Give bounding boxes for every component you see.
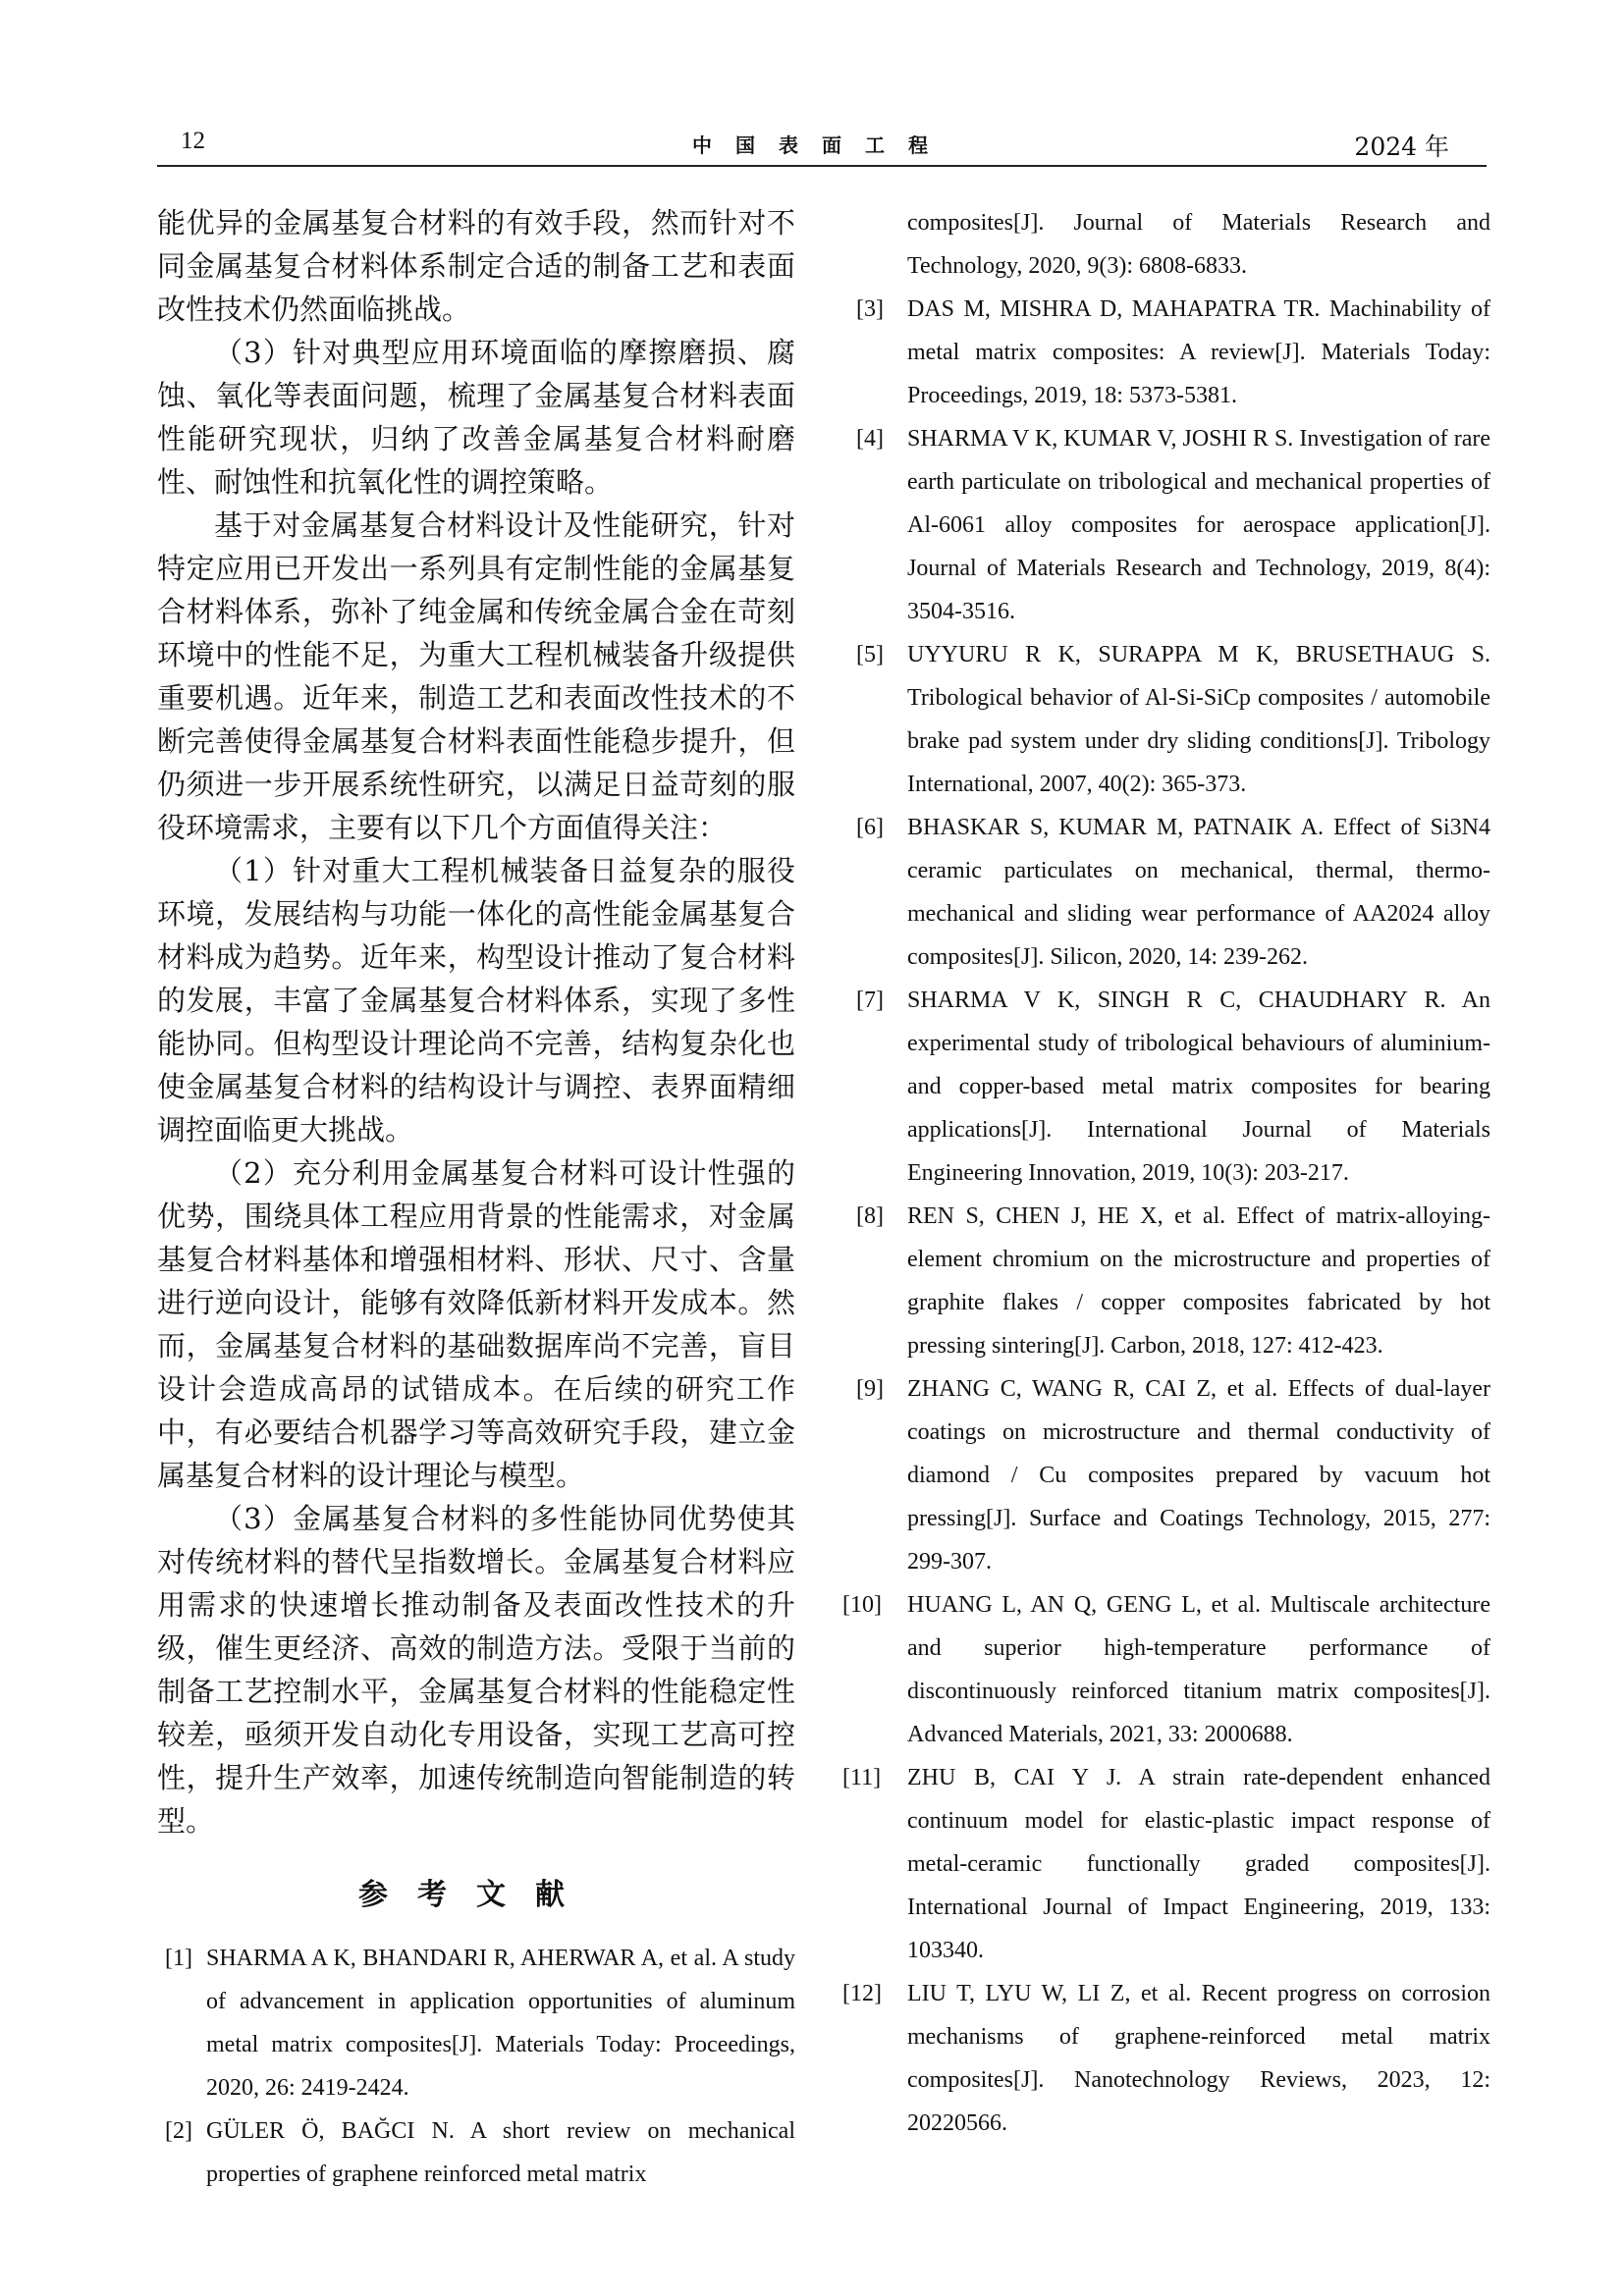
reference-number: [2]: [165, 2118, 192, 2144]
right-column: [842, 201, 1490, 2145]
reference-text: ZHANG C, WANG R, CAI Z, et al. Effects of dual-layer coatings on microstructure and thermal conductivity of diamond / Cu composites prepared by vacuum hot pressing[J]. Surface and Coatings Technology, 2015, 277: 299-307.: [907, 1376, 1490, 1575]
reference-text: SHARMA V K, SINGH R C, CHAUDHARY R. An experimental study of tribological behaviours of aluminium-and copper-based metal matrix composites for bearing applications[J]. International Journal of Materials Engineering Innovation, 2019, 10(3): 203-217.: [907, 988, 1490, 1186]
reference-number: [9]: [856, 1376, 884, 1402]
reference-text: DAS M, MISHRA D, MAHAPATRA TR. Machinability of metal matrix composites: A review[J]. Materials Today: Proceedings, 2019, 18: 5373-5381.: [907, 296, 1490, 408]
reference-item: [852, 1195, 1490, 1367]
reference-text: UYYURU R K, SURAPPA M K, BRUSETHAUG S. Tribological behavior of Al-Si-SiCp composites / automobile brake pad system under dry sliding conditions[J]. Tribology International, 2007, 40(2): 365-373.: [907, 642, 1490, 797]
reference-number: [6]: [856, 815, 884, 840]
reference-item: [852, 417, 1490, 633]
publication-year: 2024 年: [1354, 133, 1449, 161]
reference-text: GÜLER Ö, BAĞCI N. A short review on mechanical properties of graphene reinforced metal matrix: [206, 2118, 795, 2187]
reference-text: BHASKAR S, KUMAR M, PATNAIK A. Effect of Si3N4 ceramic particulates on mechanical, thermal, thermo-mechanical and sliding wear performance of AA2024 alloy composites[J]. Silicon, 2020, 14: 239-262.: [907, 815, 1490, 970]
reference-number: [4]: [856, 426, 884, 452]
reference-item: [157, 2109, 795, 2196]
reference-text: HUANG L, AN Q, GENG L, et al. Multiscale architecture and superior high-temperature performance of discontinuously reinforced titanium matrix composites[J]. Advanced Materials, 2021, 33: 2000688.: [907, 1592, 1490, 1747]
reference-item: [842, 1756, 1490, 1972]
reference-number: [10]: [842, 1592, 882, 1618]
paragraph: （1）针对重大工程机械装备日益复杂的服役环境，发展结构与功能一体化的高性能金属基复合材料成为趋势。近年来，构型设计推动了复合材料的发展，丰富了金属基复合材料体系，实现了多性能协同。但构型设计理论尚不完善，结构复杂化也使金属基复合材料的结构设计与调控、表界面精细调控面临更大挑战。: [157, 854, 795, 1147]
reference-text: SHARMA A K, BHANDARI R, AHERWAR A, et al. A study of advancement in application opportunities of aluminum metal matrix composites[J]. Materials Today: Proceedings, 2020, 26: 2419-2424.: [206, 1946, 795, 2101]
reference-item: [852, 1367, 1490, 1583]
reference-number: [11]: [842, 1765, 882, 1790]
reference-number: [3]: [856, 296, 884, 322]
left-column: [157, 201, 795, 2196]
reference-number: [1]: [165, 1946, 192, 1971]
reference-text: REN S, CHEN J, HE X, et al. Effect of matrix-alloying-element chromium on the microstructure and properties of graphite flakes / copper composites fabricated by hot pressing sintering[J]. Carbon, 2018, 127: 412-423.: [907, 1203, 1490, 1359]
paragraph: （3）针对典型应用环境面临的摩擦磨损、腐蚀、氧化等表面问题，梳理了金属基复合材料表面性能研究现状，归纳了改善金属基复合材料耐磨性、耐蚀性和抗氧化性的调控策略。: [157, 336, 795, 499]
reference-number: [7]: [856, 988, 884, 1013]
page-number: 12: [181, 128, 205, 154]
reference-text: SHARMA V K, KUMAR V, JOSHI R S. Investigation of rare earth particulate on tribological and mechanical properties of Al-6061 alloy composites for aerospace application[J]. Journal of Materials Research and Technology, 2019, 8(4): 3504-3516.: [907, 426, 1490, 624]
reference-text: LIU T, LYU W, LI Z, et al. Recent progress on corrosion mechanisms of graphene-reinforced metal matrix composites[J]. Nanotechnology Reviews, 2023, 12: 20220566.: [907, 1981, 1490, 2136]
reference-item: [842, 1583, 1490, 1756]
reference-item: [852, 806, 1490, 979]
reference-text: ZHU B, CAI Y J. A strain rate-dependent enhanced continuum model for elastic-plastic impact response of metal-ceramic functionally graded composites[J]. International Journal of Impact Engineering, 2019, 133: 103340.: [907, 1765, 1490, 1963]
reference-item: [842, 1972, 1490, 2145]
reference-item: [852, 979, 1490, 1195]
paragraph: （2）充分利用金属基复合材料可设计性强的优势，围绕具体工程应用背景的性能需求，对金属基复合材料基体和增强相材料、形状、尺寸、含量进行逆向设计，能够有效降低新材料开发成本。然而，金属基复合材料的基础数据库尚不完善，盲目设计会造成高昂的试错成本。在后续的研究工作中，有必要结合机器学习等高效研究手段，建立金属基复合材料的设计理论与模型。: [157, 1156, 795, 1492]
reference-continuation: [852, 201, 1490, 288]
page-header: [157, 126, 1487, 167]
paragraph: 能优异的金属基复合材料的有效手段，然而针对不同金属基复合材料体系制定合适的制备工艺和表面改性技术仍然面临挑战。: [157, 206, 795, 326]
reference-item: [852, 633, 1490, 806]
reference-text: composites[J]. Journal of Materials Research and Technology, 2020, 9(3): 6808-6833.: [907, 210, 1490, 279]
reference-number: [12]: [842, 1981, 882, 2006]
reference-item: [852, 288, 1490, 417]
reference-number: [5]: [856, 642, 884, 667]
journal-title: 中国表面工程: [692, 133, 951, 157]
reference-number: [8]: [856, 1203, 884, 1229]
reference-item: [157, 1937, 795, 2109]
paragraph: （3）金属基复合材料的多性能协同优势使其对传统材料的替代呈指数增长。金属基复合材料应用需求的快速增长推动制备及表面改性技术的升级，催生更经济、高效的制造方法。受限于当前的制备工艺控制水平，金属基复合材料的性能稳定性较差，亟须开发自动化专用设备，实现工艺高可控性，提升生产效率，加速传统制造向智能制造的转型。: [157, 1502, 795, 1838]
references-heading: 参考文献: [358, 1878, 594, 1912]
paragraph: 基于对金属基复合材料设计及性能研究，针对特定应用已开发出一系列具有定制性能的金属基复合材料体系，弥补了纯金属和传统金属合金在苛刻环境中的性能不足，为重大工程机械装备升级提供重要机遇。近年来，制造工艺和表面改性技术的不断完善使得金属基复合材料表面性能稳步提升，但仍须进一步开展系统性研究，以满足日益苛刻的服役环境需求，主要有以下几个方面值得关注：: [157, 508, 795, 844]
